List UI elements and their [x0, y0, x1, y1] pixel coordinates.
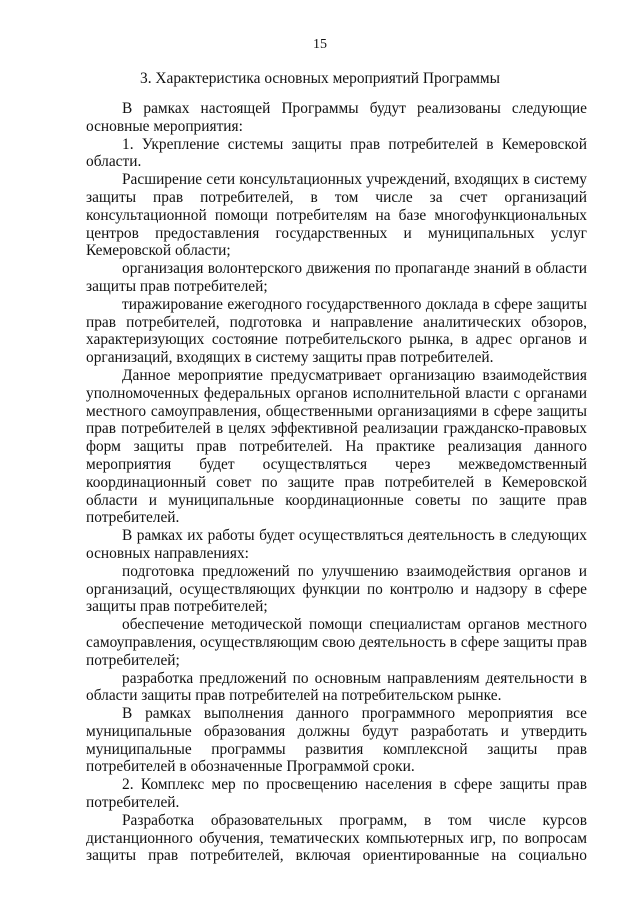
text-line: характеризующих состояние потребительского рынка, в адрес органов и	[86, 331, 587, 349]
text-line: организаций, входящих в систему защиты прав потребителей.	[86, 349, 494, 367]
text-line: организация волонтерского движения по пропаганде знаний в области	[122, 260, 587, 278]
text-line: Данное мероприятие предусматривает организацию взаимодействия	[122, 366, 587, 384]
text-line: защиты прав потребителей, в том числе за счет организаций	[86, 188, 587, 206]
text-line: Разработка образовательных программ, в том числе курсов	[122, 811, 587, 829]
text-line: прав потребителей, подготовка и направление аналитических обзоров,	[86, 313, 587, 331]
text-line: Расширение сети консультационных учреждений, входящих в систему	[122, 171, 587, 189]
text-line: разработка предложений по основным направлениям деятельности в	[122, 669, 587, 687]
text-line: защиты прав потребителей;	[86, 277, 268, 295]
text-line: форм защиты прав потребителей. На практике реализация данного	[86, 438, 587, 456]
text-line: потребителей;	[86, 651, 180, 669]
text-line: потребителей.	[86, 509, 180, 527]
text-line: области.	[86, 153, 142, 171]
text-line: В рамках их работы будет осуществляться деятельность в следующих	[122, 527, 587, 545]
text-line: центров предоставления государственных и муниципальных услуг	[86, 224, 587, 242]
text-line: области защиты прав потребителей на потребительском рынке.	[86, 687, 502, 705]
text-line: муниципальные программы развития комплексной защиты прав	[86, 740, 587, 758]
text-line: потребителей.	[86, 794, 180, 812]
text-line: защиты прав потребителей;	[86, 598, 268, 616]
body-text	[86, 100, 587, 865]
text-line: организаций, осуществляющих функции по контролю и надзору в сфере	[86, 580, 587, 598]
text-line: мероприятия будет осуществляться через межведомственный	[86, 455, 587, 473]
text-line: Кемеровской области;	[86, 242, 231, 260]
text-line: муниципальные образования должны будут разработать и утвердить	[86, 722, 587, 740]
text-line: тиражирование ежегодного государственного доклада в сфере защиты	[122, 295, 587, 313]
text-line: 2. Комплекс мер по просвещению населения в сфере защиты прав	[122, 776, 587, 794]
text-line: местного самоуправления, общественными организациями в сфере защиты	[86, 402, 587, 420]
text-line: обеспечение методической помощи специалистам органов местного	[122, 616, 587, 634]
text-line: 1. Укрепление системы защиты прав потребителей в Кемеровской	[122, 135, 587, 153]
text-line: В рамках настоящей Программы будут реализованы следующие	[122, 100, 587, 117]
text-line: прав потребителей в целях эффективной реализации гражданско-правовых	[86, 420, 587, 438]
text-line: дистанционного обучения, тематических компьютерных игр, по вопросам	[86, 829, 587, 847]
text-line: области и муниципальные координационные советы по защите прав	[86, 491, 587, 509]
text-line: уполномоченных федеральных органов исполнительной власти с органами	[86, 384, 587, 402]
text-line: основные мероприятия:	[86, 117, 243, 135]
page-number: 15	[313, 37, 327, 52]
text-line: самоуправления, осуществляющим свою деятельность в сфере защиты прав	[86, 633, 588, 651]
text-line: подготовка предложений по улучшению взаимодействия органов и	[122, 562, 587, 580]
text-line: В рамках выполнения данного программного мероприятия все	[122, 705, 587, 723]
text-line: консультационной помощи потребителям на базе многофункциональных	[86, 206, 587, 224]
text-line: потребителей в обозначенные Программой сроки.	[86, 758, 415, 776]
section-heading: 3. Характеристика основных мероприятий Программы	[140, 70, 500, 87]
text-line: защиты прав потребителей, включая ориентированные на социально	[86, 847, 587, 865]
text-line: основных направлениях:	[86, 544, 249, 562]
text-line: координационный совет по защите прав потребителей в Кемеровской	[86, 473, 587, 491]
